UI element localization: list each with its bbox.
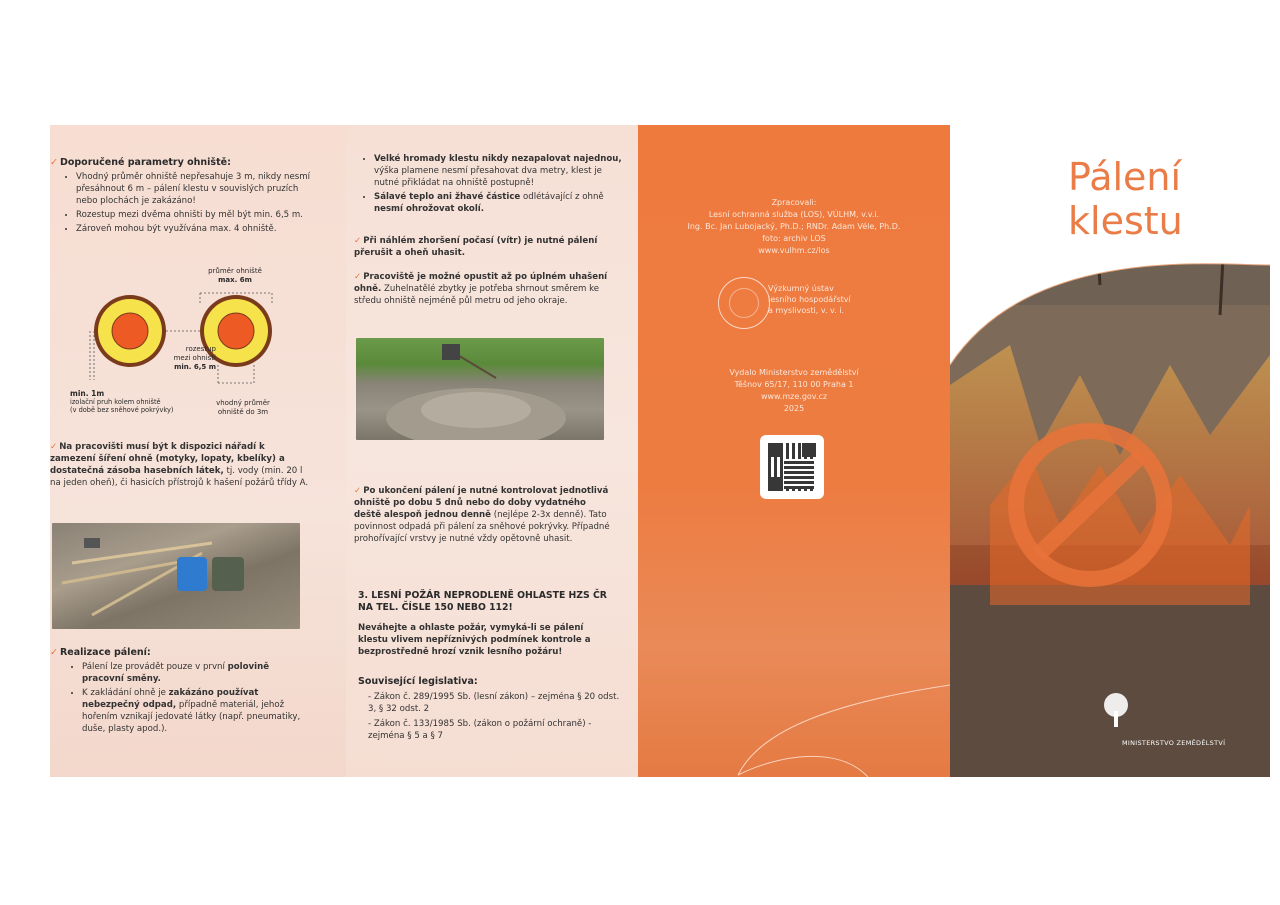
panel-credits: [638, 125, 950, 777]
list-item: • K zakládání ohně je zakázáno používat nebezpečný odpad, případně materiál, jehož hořením vznikají jedovaté látky (např. pneumatiky, duše, plasty apod.).: [82, 687, 312, 735]
list-item: • Sálavé teplo ani žhavé částice odlétávající z ohně nesmí ohrožovat okolí.: [374, 191, 626, 215]
legislation-title: Související legislativa:: [358, 676, 478, 687]
vulhm-logo-icon: [718, 277, 770, 329]
list-item: - Zákon č. 289/1995 Sb. (lesní zákon) – zejména § 20 odst. 3, § 32 odst. 2: [368, 692, 620, 714]
credits-block: Zpracovali: Lesní ochranná služba (LOS), VÚLHM, v.v.i. Ing. Bc. Jan Lubojacký, Ph.D.; RNDr. Adam Véle, Ph.D. foto: archiv LOS www.vulhm.cz/los: [687, 198, 901, 255]
parameters-list: [50, 171, 320, 235]
rule-weather: ✓ Při náhlém zhoršení počasí (vítr) je nutné pálení přerušit a oheň uhasit.: [354, 236, 598, 258]
ministry-name: MINISTERSTVO ZEMĚDĚLSTVÍ: [1122, 739, 1226, 747]
section-realization: ✓ Realizace pálení: • Pálení lze provádět pouze v první polovině pracovní směny. • K zakládání ohně je zakázáno používat nebezpečný odpad, případně materiál, jehož hořením vznikají jedovaté látky (např. pneumatiky, duše, plasty apod.).: [50, 647, 312, 737]
checkmark-icon: ✓: [354, 486, 362, 496]
realization-list: [50, 661, 312, 735]
list-item: • Rozestup mezi dvěma ohništi by měl být min. 6,5 m.: [76, 209, 320, 221]
ministry-tree-icon: [1096, 691, 1136, 731]
checkmark-icon: ✓: [354, 272, 362, 282]
list-item: - Zákon č. 133/1985 Sb. (zákon o požární ochraně) - zejména § 5 a § 7: [368, 719, 592, 741]
list-item: • Velké hromady klestu nikdy nezapalovat najednou, výška plamene nesmí přesahovat dva metry, klest je nutné přikládat na ohniště postupně!: [374, 153, 626, 189]
section-title: ✓ Doporučené parametry ohniště:: [50, 157, 231, 168]
label-max-diameter: průměr ohniště max. 6m: [208, 267, 262, 284]
checkmark-icon: ✓: [354, 236, 362, 246]
checkmark-icon: ✓: [50, 442, 58, 452]
cover-title: Pálení klestu: [1068, 155, 1183, 243]
checkmark-icon: ✓: [50, 157, 58, 168]
list-item: • Vhodný průměr ohniště nepřesahuje 3 m, nikdy nesmí přesáhnout 6 m – pálení klestu v souvislých pruzích nebo plochách je zakázáno!: [76, 171, 320, 207]
rule-leave-site: ✓ Pracoviště je možné opustit až po úplném uhašení ohně. Zuhelnatělé zbytky je potřeba shrnout směrem ke středu ohniště nejméně půl metru od jeho okraje.: [354, 272, 608, 306]
brochure-sheet: [50, 125, 1270, 777]
label-suitable-diameter: vhodný průměr ohniště do 3m: [216, 399, 270, 416]
photo-extinguished-fireplace: [356, 338, 604, 440]
panel-cover: [950, 125, 1270, 777]
list-item: • Pálení lze provádět pouze v první polovině pracovní směny.: [82, 661, 312, 685]
label-spacing: rozestup mezi ohništi min. 6,5 m: [173, 345, 216, 371]
publisher-block: Vydalo Ministerstvo zemědělství Těšnov 65/17, 110 00 Praha 1 www.mze.gov.cz 2025: [729, 368, 859, 413]
institute-name: Výzkumný ústav lesního hospodářství a myslivosti, v. v. i.: [768, 284, 851, 315]
label-isolation-strip: min. 1m izolační pruh kolem ohniště (v době bez sněhové pokrývky): [70, 389, 174, 414]
fireplace-mound-illustration: [356, 338, 604, 440]
decorative-curve: [638, 645, 950, 777]
panel-burning-rules: [346, 125, 638, 777]
rule-control: ✓ Po ukončení pálení je nutné kontrolovat jednotlivá ohniště po dobu 5 dnů nebo do doby vydatného deště alespoň jednou denně (nejlépe 2-3x denně). Tato povinnost odpadá při pálení za sněhové pokrývky. Případné prohořívající vrstvy je nutné vždy opětovně uhasit.: [354, 486, 610, 544]
legislation-list: [358, 691, 622, 742]
section-title-report-fire: 3. LESNÍ POŽÁR NEPRODLENĚ OHLASTE HZS ČR NA TEL. ČÍSLE 150 NEBO 112!: [358, 590, 607, 613]
tools-illustration: [52, 523, 300, 629]
photo-tools: [52, 523, 300, 629]
fireplace-diagram: [60, 265, 320, 425]
panel-parameters: [50, 125, 346, 777]
fireplace-left-core: [112, 313, 148, 349]
section-fireplace-parameters: [50, 157, 320, 237]
qr-code[interactable]: [760, 435, 824, 499]
fireplace-right-core: [218, 313, 254, 349]
rules-list: [356, 153, 626, 217]
warning-text: Neváhejte a ohlaste požár, vymyká-li se pálení klestu vlivem nepříznivých podmínek kontrole a bezprostředně hrozí vznik lesního požáru!: [358, 623, 591, 657]
list-item: • Zároveň mohou být využívána max. 4 ohniště.: [76, 223, 320, 235]
section-tools: ✓ Na pracovišti musí být k dispozici nářadí k zamezení šíření ohně (motyky, lopaty, kbelíky) a dostatečná zásoba hasebních látek, tj. vody (min. 20 l na jeden oheň), či hasicích přístrojů k hašení požárů třídy A.: [50, 442, 309, 488]
checkmark-icon: ✓: [50, 647, 58, 658]
